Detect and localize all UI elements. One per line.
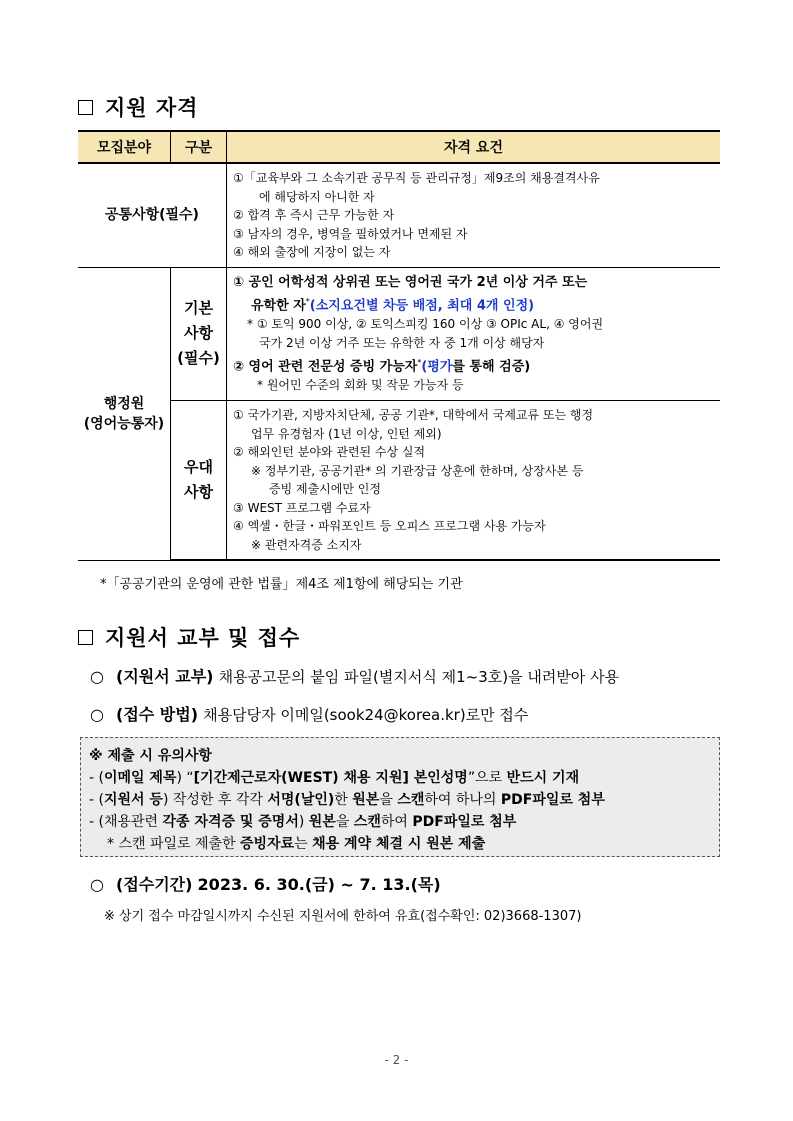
notice-text: - (채용관련 [89, 814, 163, 830]
notice-text: * 스캔 파일로 제출한 [107, 836, 240, 852]
bullet-form [90, 664, 619, 687]
table-row-common [78, 163, 720, 267]
notice-text: 한 [334, 792, 353, 808]
notice-text: 하여 하나의 [424, 792, 501, 808]
notice-text: 을 [379, 792, 398, 808]
common-item-1-cont: 에 해당하지 아니한 자 [259, 189, 375, 204]
preferred-line-3: ② 해외인턴 분야와 관련된 수상 실적 [233, 445, 426, 460]
header-requirements: 자격 요건 [227, 131, 721, 163]
common-item-1: ①「교육부와 그 소속기관 공무직 등 관리규정」제9조의 채용결격사유 [233, 171, 600, 185]
form-text: 채용공고문의 붙임 파일(별지서식 제1~3호)을 내려받아 사용 [218, 668, 620, 686]
table-header-row [78, 131, 720, 163]
bullet-period [90, 872, 441, 895]
circle-bullet-icon: ○ [90, 705, 104, 724]
checkbox-square-icon [78, 630, 93, 645]
basic-item-1-cont [233, 292, 716, 315]
notice-line-3 [89, 811, 711, 833]
basic-requirements [227, 267, 721, 401]
admin-label [78, 267, 171, 560]
basic-item-2-paren: (평가 [421, 359, 453, 375]
header-category: 구분 [171, 131, 227, 163]
common-item-3: ③ 남자의 경우, 병역을 필하였거나 면제된 자 [233, 226, 468, 241]
notice-bold: 지원서 등 [103, 792, 163, 808]
notice-bold: 각종 자격증 및 증명서 [162, 814, 299, 830]
notice-bold: 스캔 [397, 792, 425, 808]
preferred-line-7: ④ 엑셀・한글・파워포인트 등 오피스 프로그램 사용 가능자 [233, 519, 546, 534]
table-row-admin-preferred [78, 401, 720, 561]
basic-item-1: ① 공인 어학성적 상위권 또는 영어권 국가 2년 이상 거주 또는 [233, 274, 588, 290]
common-item-2: ② 합격 후 즉시 근무 가능한 자 [233, 208, 395, 222]
preferred-line-2: 업무 유경험자 (1년 이상, 인턴 제외) [251, 426, 442, 441]
basic-sub-1-cont: 국가 2년 이상 거주 또는 유학한 자 중 1개 이상 해당자 [259, 335, 545, 350]
notice-text: - ( [89, 792, 104, 808]
notice-bold: 반드시 기재 [506, 770, 580, 786]
notice-text: 하여 [380, 814, 413, 830]
asterisk-mark-2: * [417, 357, 422, 367]
notice-bold: [기간제근로자(WEST) 채용 지원] 본인성명 [193, 770, 468, 786]
notice-text: - ( [89, 770, 104, 786]
circle-bullet-icon: ○ [90, 667, 104, 686]
qualifications-table [78, 130, 720, 561]
basic-item-2-tail: 를 통해 검증) [452, 359, 531, 375]
notice-bold: 원본 [308, 814, 336, 830]
receipt-note: ※ 상기 접수 마감일시까지 수신된 지원서에 한하여 유효(접수확인: 02)3668-1307) [104, 909, 582, 924]
preferred-line-6: ③ WEST 프로그램 수료자 [233, 500, 371, 515]
notice-bold: PDF파일로 첨부 [412, 814, 517, 830]
notice-line-4 [89, 833, 711, 855]
common-label: 공통사항(필수) [78, 163, 227, 267]
form-label: (지원서 교부) [116, 667, 214, 686]
admin-label-line1: 행정원 [103, 395, 145, 412]
basic-sub-1: * ① 토익 900 이상, ② 토익스피킹 160 이상 ③ OPIc AL, ④ 영어권 [247, 316, 604, 331]
basic-label [171, 267, 227, 401]
preferred-line-5: 증빙 제출시에만 인정 [269, 482, 381, 497]
basic-item-1-text: 유학한 자 [251, 297, 306, 313]
submission-notice-box [80, 737, 720, 857]
notice-text: 는 [294, 836, 313, 852]
basic-label-line1: 기본 [184, 299, 213, 318]
notice-bold: 증빙자료 [240, 836, 295, 852]
notice-bold: 이메일 제목 [103, 770, 177, 786]
notice-bold: 서명(날인) [267, 792, 335, 808]
notice-title: ※ 제출 시 유의사항 [89, 748, 212, 764]
preferred-label-line1: 우대 [184, 458, 213, 477]
basic-item-2 [233, 353, 716, 376]
common-item-4: ④ 해외 출장에 지장이 없는 자 [233, 245, 391, 259]
notice-bold: 원본 [352, 792, 380, 808]
period-text: 2023. 6. 30.(금) ~ 7. 13.(목) [197, 875, 441, 894]
checkbox-square-icon [78, 100, 93, 115]
basic-label-line2: 사항 [184, 324, 213, 343]
basic-label-line3: (필수) [177, 349, 220, 368]
notice-text: ) [298, 814, 309, 830]
circle-bullet-icon: ○ [90, 875, 104, 894]
notice-text: ”으로 [467, 770, 507, 786]
period-label: (접수기간) [116, 875, 193, 894]
notice-bold: 채용 계약 체결 시 원본 제출 [312, 836, 486, 852]
section-title-text-2: 지원서 교부 및 접수 [105, 626, 301, 650]
preferred-line-1: ① 국가기관, 지방자치단체, 공공 기관*, 대학에서 국제교류 또는 행정 [233, 408, 594, 423]
common-requirements [227, 163, 721, 267]
notice-bold: 스캔 [353, 814, 381, 830]
preferred-requirements [227, 401, 721, 561]
notice-line-1 [89, 767, 711, 789]
preferred-line-8: ※ 관련자격증 소지자 [251, 537, 362, 552]
bullet-method [90, 702, 528, 725]
asterisk-mark: * [305, 296, 310, 306]
method-text: 채용담당자 이메일(sook24@korea.kr)로만 접수 [203, 706, 529, 724]
method-label: (접수 방법) [116, 705, 199, 724]
notice-text: ) “ [176, 770, 194, 786]
preferred-label-line2: 사항 [184, 483, 213, 502]
page-number: - 2 - [384, 1053, 409, 1067]
notice-bold: PDF파일로 첨부 [500, 792, 605, 808]
notice-line-2 [89, 789, 711, 811]
basic-item-2-text: ② 영어 관련 전문성 증빙 가능자 [233, 359, 418, 375]
notice-text: 을 [335, 814, 354, 830]
admin-label-line2: (영어능통자) [83, 415, 165, 432]
basic-sub-2: * 원어민 수준의 회화 및 작문 가능자 등 [257, 378, 464, 393]
section-title-qualifications [78, 92, 198, 122]
preferred-label [171, 401, 227, 561]
header-field: 모집분야 [78, 131, 171, 163]
table-footnote: *「공공기관의 운영에 관한 법률」제4조 제1항에 해당되는 기관 [100, 577, 463, 592]
table-row-admin-basic [78, 267, 720, 401]
section-title-application [78, 622, 300, 652]
preferred-line-4: ※ 정부기관, 공공기관* 의 기관장급 상훈에 한하며, 상장사본 등 [251, 463, 584, 478]
notice-text: ) 작성한 후 각각 [162, 792, 268, 808]
section-title-text: 지원 자격 [105, 96, 199, 120]
basic-item-1-note: (소지요건별 차등 배점, 최대 4개 인정) [309, 297, 535, 313]
